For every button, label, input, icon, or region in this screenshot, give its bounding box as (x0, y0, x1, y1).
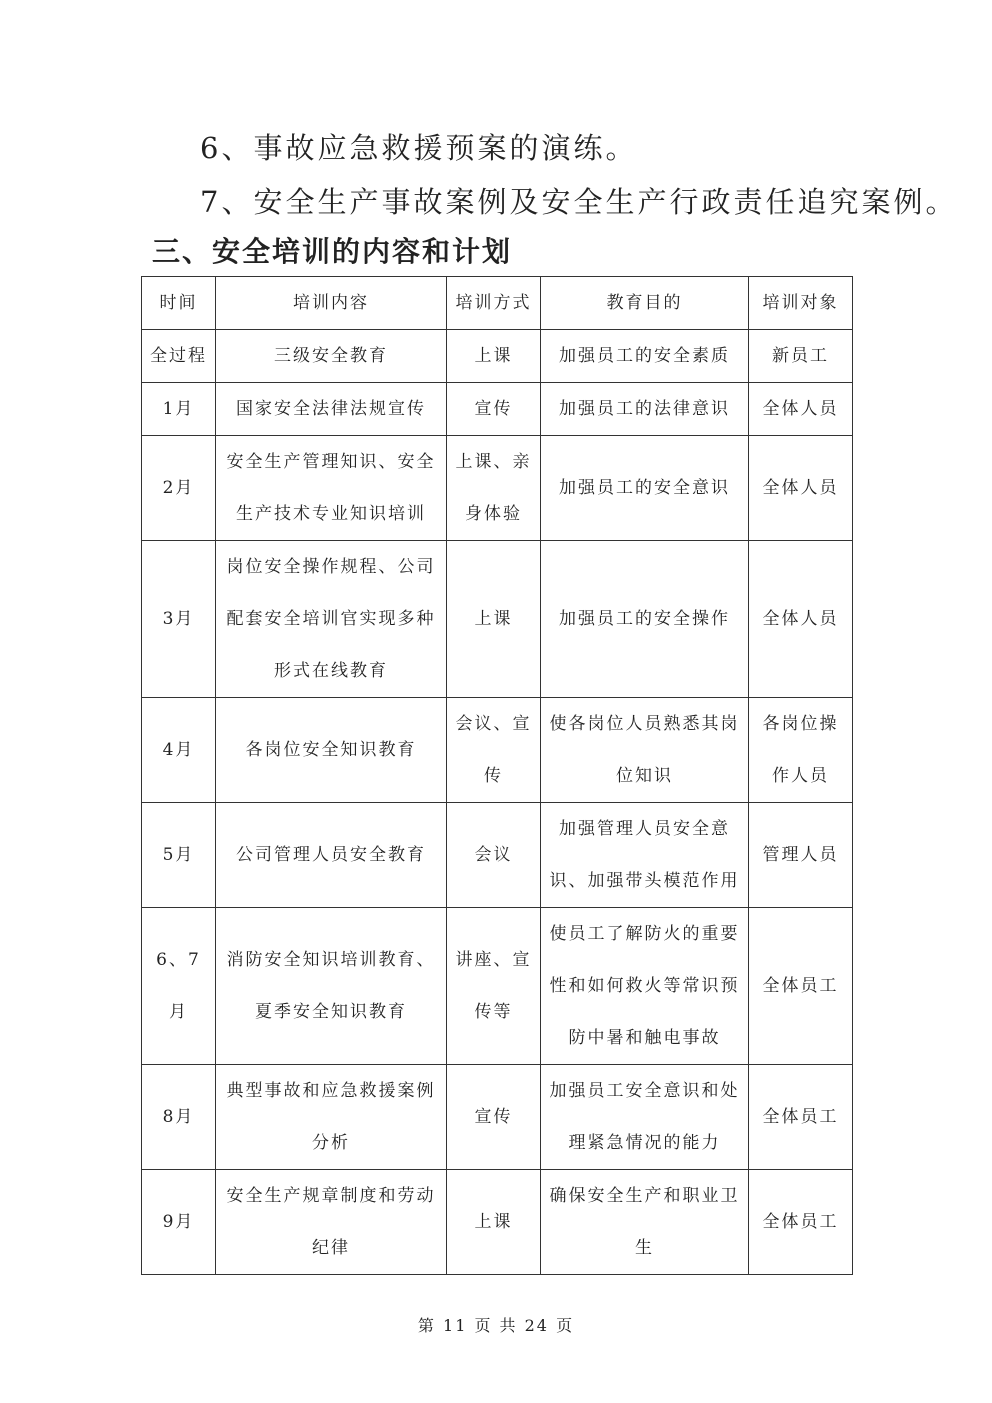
cell-content: 安全生产管理知识、安全生产技术专业知识培训 (216, 436, 447, 541)
cell-purpose: 加强员工的安全素质 (541, 330, 749, 383)
cell-audience: 全体人员 (749, 436, 853, 541)
table-row (142, 330, 853, 383)
cell-time: 3月 (142, 541, 216, 698)
cell-purpose: 加强员工的法律意识 (541, 383, 749, 436)
cell-content: 国家安全法律法规宣传 (216, 383, 447, 436)
cell-purpose: 使各岗位人员熟悉其岗位知识 (541, 698, 749, 803)
cell-purpose: 加强员工安全意识和处理紧急情况的能力 (541, 1065, 749, 1170)
section-heading: 三、安全培训的内容和计划 (152, 235, 513, 268)
table-row (142, 383, 853, 436)
header-content: 培训内容 (216, 277, 447, 330)
cell-time: 4月 (142, 698, 216, 803)
cell-content: 岗位安全操作规程、公司配套安全培训官实现多种形式在线教育 (216, 541, 447, 698)
cell-time: 6、7月 (142, 908, 216, 1065)
table-row (142, 541, 853, 698)
cell-content: 三级安全教育 (216, 330, 447, 383)
paragraph-item-7: 7、安全生产事故案例及安全生产行政责任追究案例。 (200, 185, 958, 219)
cell-purpose: 加强员工的安全操作 (541, 541, 749, 698)
cell-audience: 管理人员 (749, 803, 853, 908)
cell-audience: 全体员工 (749, 1065, 853, 1170)
cell-time: 2月 (142, 436, 216, 541)
cell-audience: 各岗位操作人员 (749, 698, 853, 803)
cell-method: 上课 (447, 541, 541, 698)
cell-content: 公司管理人员安全教育 (216, 803, 447, 908)
cell-content: 各岗位安全知识教育 (216, 698, 447, 803)
cell-audience: 全体员工 (749, 1170, 853, 1275)
table-row (142, 1170, 853, 1275)
cell-content: 消防安全知识培训教育、夏季安全知识教育 (216, 908, 447, 1065)
training-plan-table (141, 276, 853, 1275)
cell-method: 上课 (447, 330, 541, 383)
cell-method: 会议 (447, 803, 541, 908)
page-footer: 第 11 页 共 24 页 (417, 1316, 575, 1335)
cell-audience: 全体人员 (749, 383, 853, 436)
header-audience: 培训对象 (749, 277, 853, 330)
table-row (142, 1065, 853, 1170)
table-header-row (142, 277, 853, 330)
cell-time: 9月 (142, 1170, 216, 1275)
cell-audience: 全体员工 (749, 908, 853, 1065)
cell-time: 5月 (142, 803, 216, 908)
cell-time: 1月 (142, 383, 216, 436)
header-purpose: 教育目的 (541, 277, 749, 330)
cell-audience: 全体人员 (749, 541, 853, 698)
cell-method: 讲座、宣传等 (447, 908, 541, 1065)
cell-purpose: 加强管理人员安全意识、加强带头模范作用 (541, 803, 749, 908)
cell-content: 安全生产规章制度和劳动纪律 (216, 1170, 447, 1275)
table-row (142, 698, 853, 803)
cell-time: 全过程 (142, 330, 216, 383)
cell-method: 上课、亲身体验 (447, 436, 541, 541)
cell-purpose: 确保安全生产和职业卫生 (541, 1170, 749, 1275)
table-row (142, 908, 853, 1065)
cell-method: 会议、宣传 (447, 698, 541, 803)
cell-method: 宣传 (447, 383, 541, 436)
paragraph-item-6: 6、事故应急救援预案的演练。 (200, 131, 638, 165)
cell-purpose: 使员工了解防火的重要性和如何救火等常识预防中暑和触电事故 (541, 908, 749, 1065)
cell-audience: 新员工 (749, 330, 853, 383)
cell-purpose: 加强员工的安全意识 (541, 436, 749, 541)
cell-time: 8月 (142, 1065, 216, 1170)
header-time: 时间 (142, 277, 216, 330)
table-row (142, 436, 853, 541)
cell-method: 上课 (447, 1170, 541, 1275)
header-method: 培训方式 (447, 277, 541, 330)
cell-method: 宣传 (447, 1065, 541, 1170)
cell-content: 典型事故和应急救援案例分析 (216, 1065, 447, 1170)
table-row (142, 803, 853, 908)
